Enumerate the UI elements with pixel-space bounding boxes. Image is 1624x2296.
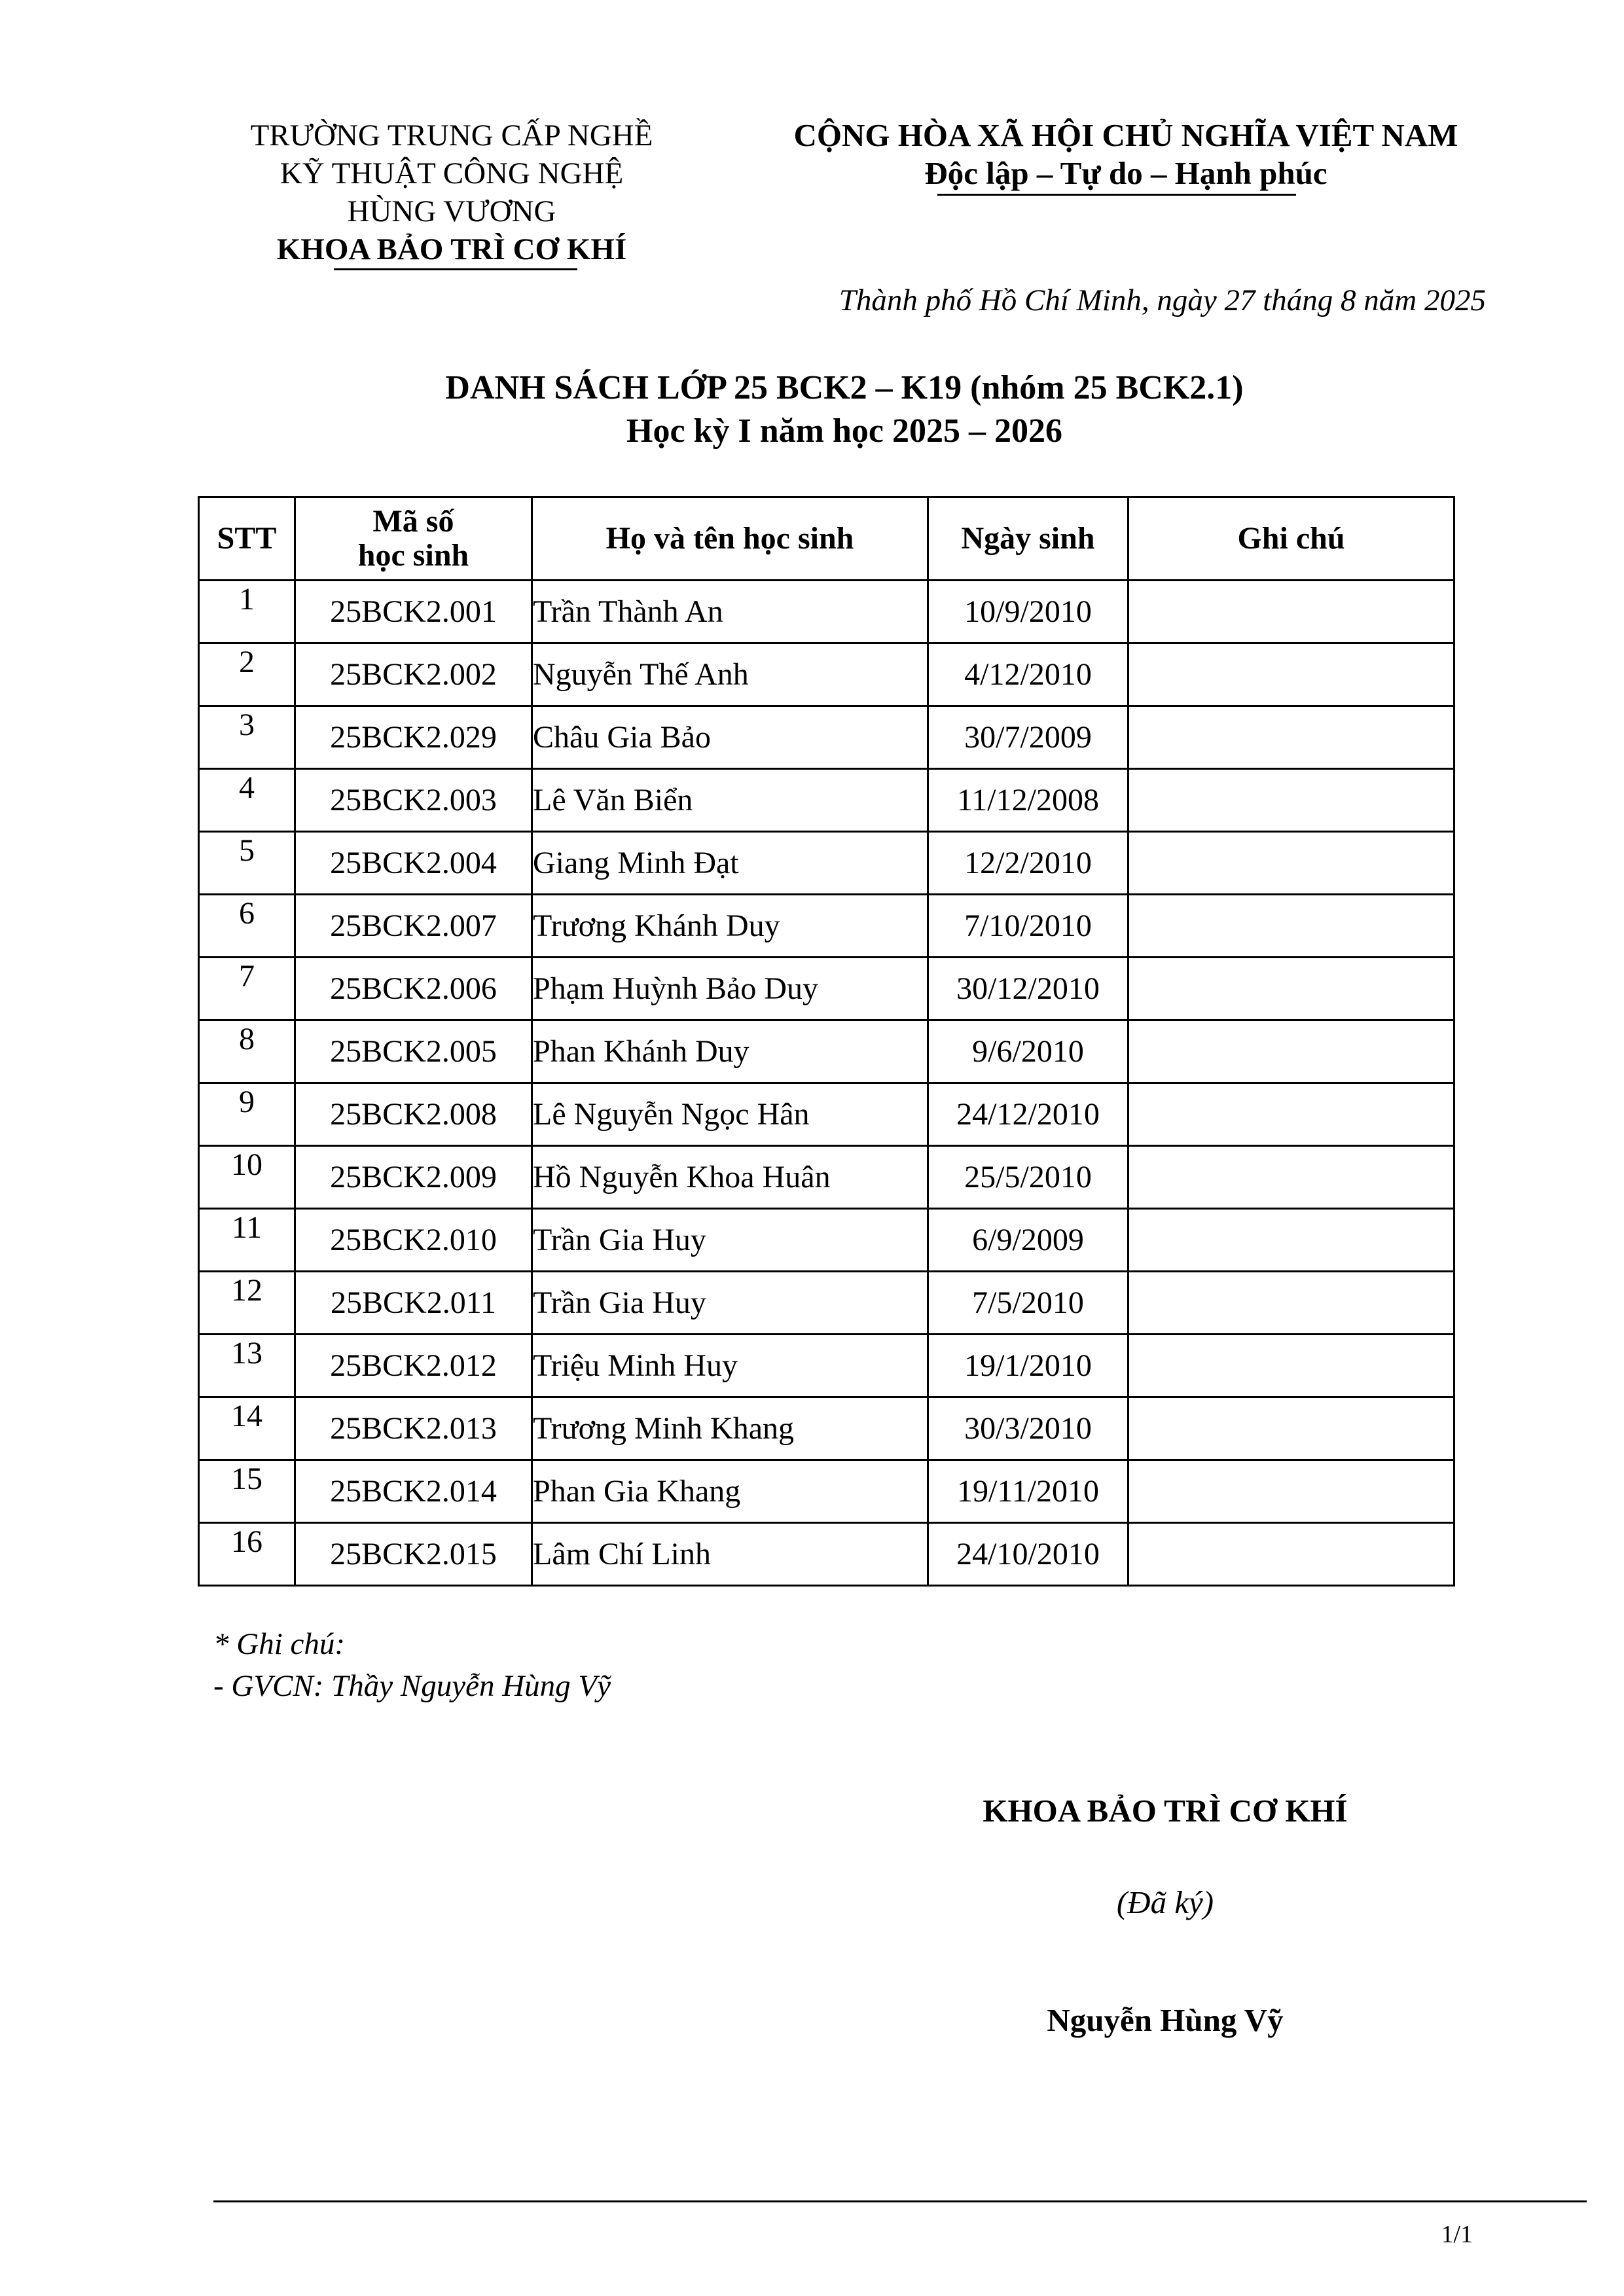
cell-full-name: Lê Nguyễn Ngọc Hân — [532, 1083, 928, 1146]
cell-full-name: Triệu Minh Huy — [532, 1335, 928, 1397]
cell-stt: 2 — [199, 643, 295, 706]
cell-stt: 10 — [199, 1146, 295, 1209]
table-row — [199, 1272, 1454, 1335]
table-row — [199, 1209, 1454, 1272]
cell-note — [1128, 1146, 1454, 1209]
department-name: KHOA BẢO TRÌ CƠ KHÍ — [276, 232, 627, 266]
school-header — [196, 117, 707, 268]
table-row — [199, 895, 1454, 958]
motto-underline — [937, 194, 1296, 196]
cell-note — [1128, 1335, 1454, 1397]
cell-stt: 9 — [199, 1083, 295, 1146]
table-row — [199, 832, 1454, 895]
cell-student-code: 25BCK2.010 — [295, 1209, 532, 1272]
table-row — [199, 1460, 1454, 1523]
cell-note — [1128, 581, 1454, 643]
table-row — [199, 1523, 1454, 1586]
cell-student-code: 25BCK2.012 — [295, 1335, 532, 1397]
cell-stt: 14 — [199, 1397, 295, 1460]
cell-full-name: Giang Minh Đạt — [532, 832, 928, 895]
national-motto-line1: CỘNG HÒA XÃ HỘI CHỦ NGHĨA VIỆT NAM — [793, 117, 1458, 153]
table-row — [199, 1397, 1454, 1460]
signature-unit: KHOA BẢO TRÌ CƠ KHÍ — [983, 1793, 1348, 1829]
cell-birth-date: 12/2/2010 — [928, 832, 1128, 895]
signer-name: Nguyễn Hùng Vỹ — [1047, 2002, 1284, 2038]
table-row — [199, 581, 1454, 643]
cell-student-code: 25BCK2.009 — [295, 1146, 532, 1209]
cell-note — [1128, 1397, 1454, 1460]
footer-divider — [213, 2200, 1587, 2202]
cell-birth-date: 9/6/2010 — [928, 1020, 1128, 1083]
cell-full-name: Trần Gia Huy — [532, 1209, 928, 1272]
cell-full-name: Trương Khánh Duy — [532, 895, 928, 958]
cell-note — [1128, 832, 1454, 895]
national-header — [753, 117, 1499, 192]
cell-note — [1128, 1209, 1454, 1272]
department-underline — [334, 268, 577, 270]
cell-student-code: 25BCK2.015 — [295, 1523, 532, 1586]
header-student-code — [295, 497, 532, 581]
cell-birth-date: 19/11/2010 — [928, 1460, 1128, 1523]
page-number: 1/1 — [1441, 2221, 1473, 2248]
cell-full-name: Phan Gia Khang — [532, 1460, 928, 1523]
cell-birth-date: 24/10/2010 — [928, 1523, 1128, 1586]
cell-note — [1128, 1020, 1454, 1083]
cell-student-code: 25BCK2.008 — [295, 1083, 532, 1146]
cell-full-name: Châu Gia Bảo — [532, 706, 928, 769]
header-full-name: Họ và tên học sinh — [532, 497, 928, 581]
signature-status: (Đã ký) — [1116, 1884, 1214, 1920]
cell-student-code: 25BCK2.004 — [295, 832, 532, 895]
cell-student-code: 25BCK2.029 — [295, 706, 532, 769]
cell-stt: 15 — [199, 1460, 295, 1523]
cell-birth-date: 30/12/2010 — [928, 958, 1128, 1020]
cell-full-name: Phạm Huỳnh Bảo Duy — [532, 958, 928, 1020]
table-row — [199, 1146, 1454, 1209]
cell-student-code: 25BCK2.006 — [295, 958, 532, 1020]
cell-full-name: Hồ Nguyễn Khoa Huân — [532, 1146, 928, 1209]
cell-stt: 5 — [199, 832, 295, 895]
cell-note — [1128, 895, 1454, 958]
date-line: Thành phố Hồ Chí Minh, ngày 27 tháng 8 năm 2025 — [839, 283, 1486, 317]
header-code-line2: học sinh — [357, 538, 469, 573]
cell-note — [1128, 958, 1454, 1020]
table-row — [199, 1020, 1454, 1083]
cell-stt: 11 — [199, 1209, 295, 1272]
document-title — [196, 367, 1492, 453]
cell-student-code: 25BCK2.014 — [295, 1460, 532, 1523]
table-row — [199, 769, 1454, 832]
table-row — [199, 643, 1454, 706]
cell-birth-date: 30/7/2009 — [928, 706, 1128, 769]
student-list-table — [198, 496, 1455, 1587]
cell-full-name: Phan Khánh Duy — [532, 1020, 928, 1083]
cell-birth-date: 30/3/2010 — [928, 1397, 1128, 1460]
cell-student-code: 25BCK2.005 — [295, 1020, 532, 1083]
cell-stt: 4 — [199, 769, 295, 832]
cell-student-code: 25BCK2.007 — [295, 895, 532, 958]
cell-note — [1128, 769, 1454, 832]
cell-stt: 3 — [199, 706, 295, 769]
cell-birth-date: 25/5/2010 — [928, 1146, 1128, 1209]
cell-student-code: 25BCK2.013 — [295, 1397, 532, 1460]
homeroom-teacher-note: - GVCN: Thầy Nguyễn Hùng Vỹ — [213, 1669, 611, 1703]
cell-stt: 13 — [199, 1335, 295, 1397]
cell-birth-date: 7/5/2010 — [928, 1272, 1128, 1335]
cell-stt: 16 — [199, 1523, 295, 1586]
national-motto-line2: Độc lập – Tự do – Hạnh phúc — [924, 155, 1327, 191]
notes-heading: * Ghi chú: — [213, 1627, 346, 1661]
cell-student-code: 25BCK2.001 — [295, 581, 532, 643]
cell-stt: 6 — [199, 895, 295, 958]
cell-full-name: Lâm Chí Linh — [532, 1523, 928, 1586]
cell-full-name: Trần Gia Huy — [532, 1272, 928, 1335]
notes-block — [213, 1623, 611, 1707]
cell-birth-date: 24/12/2010 — [928, 1083, 1128, 1146]
cell-student-code: 25BCK2.002 — [295, 643, 532, 706]
school-name-line2: KỸ THUẬT CÔNG NGHỆ — [280, 156, 624, 190]
cell-stt: 12 — [199, 1272, 295, 1335]
title-line2: Học kỳ I năm học 2025 – 2026 — [626, 412, 1062, 450]
cell-birth-date: 7/10/2010 — [928, 895, 1128, 958]
cell-student-code: 25BCK2.003 — [295, 769, 532, 832]
table-row — [199, 1335, 1454, 1397]
cell-birth-date: 19/1/2010 — [928, 1335, 1128, 1397]
header-stt: STT — [199, 497, 295, 581]
cell-stt: 1 — [199, 581, 295, 643]
cell-full-name: Trương Minh Khang — [532, 1397, 928, 1460]
cell-full-name: Lê Văn Biển — [532, 769, 928, 832]
cell-stt: 7 — [199, 958, 295, 1020]
cell-stt: 8 — [199, 1020, 295, 1083]
title-line1: DANH SÁCH LỚP 25 BCK2 – K19 (nhóm 25 BCK2.1) — [445, 369, 1244, 406]
school-name-line3: HÙNG VƯƠNG — [347, 194, 556, 228]
table-row — [199, 706, 1454, 769]
cell-note — [1128, 1460, 1454, 1523]
school-name-line1: TRƯỜNG TRUNG CẤP NGHỀ — [250, 118, 653, 152]
cell-full-name: Trần Thành An — [532, 581, 928, 643]
cell-note — [1128, 1272, 1454, 1335]
table-row — [199, 1083, 1454, 1146]
cell-note — [1128, 706, 1454, 769]
cell-student-code: 25BCK2.011 — [295, 1272, 532, 1335]
header-code-line1: Mã số — [372, 504, 454, 539]
cell-note — [1128, 643, 1454, 706]
cell-birth-date: 4/12/2010 — [928, 643, 1128, 706]
header-note: Ghi chú — [1128, 497, 1454, 581]
cell-note — [1128, 1083, 1454, 1146]
table-row — [199, 958, 1454, 1020]
cell-birth-date: 11/12/2008 — [928, 769, 1128, 832]
header-birth-date: Ngày sinh — [928, 497, 1128, 581]
cell-full-name: Nguyễn Thế Anh — [532, 643, 928, 706]
cell-birth-date: 6/9/2009 — [928, 1209, 1128, 1272]
table-header-row — [199, 497, 1454, 581]
cell-birth-date: 10/9/2010 — [928, 581, 1128, 643]
cell-note — [1128, 1523, 1454, 1586]
